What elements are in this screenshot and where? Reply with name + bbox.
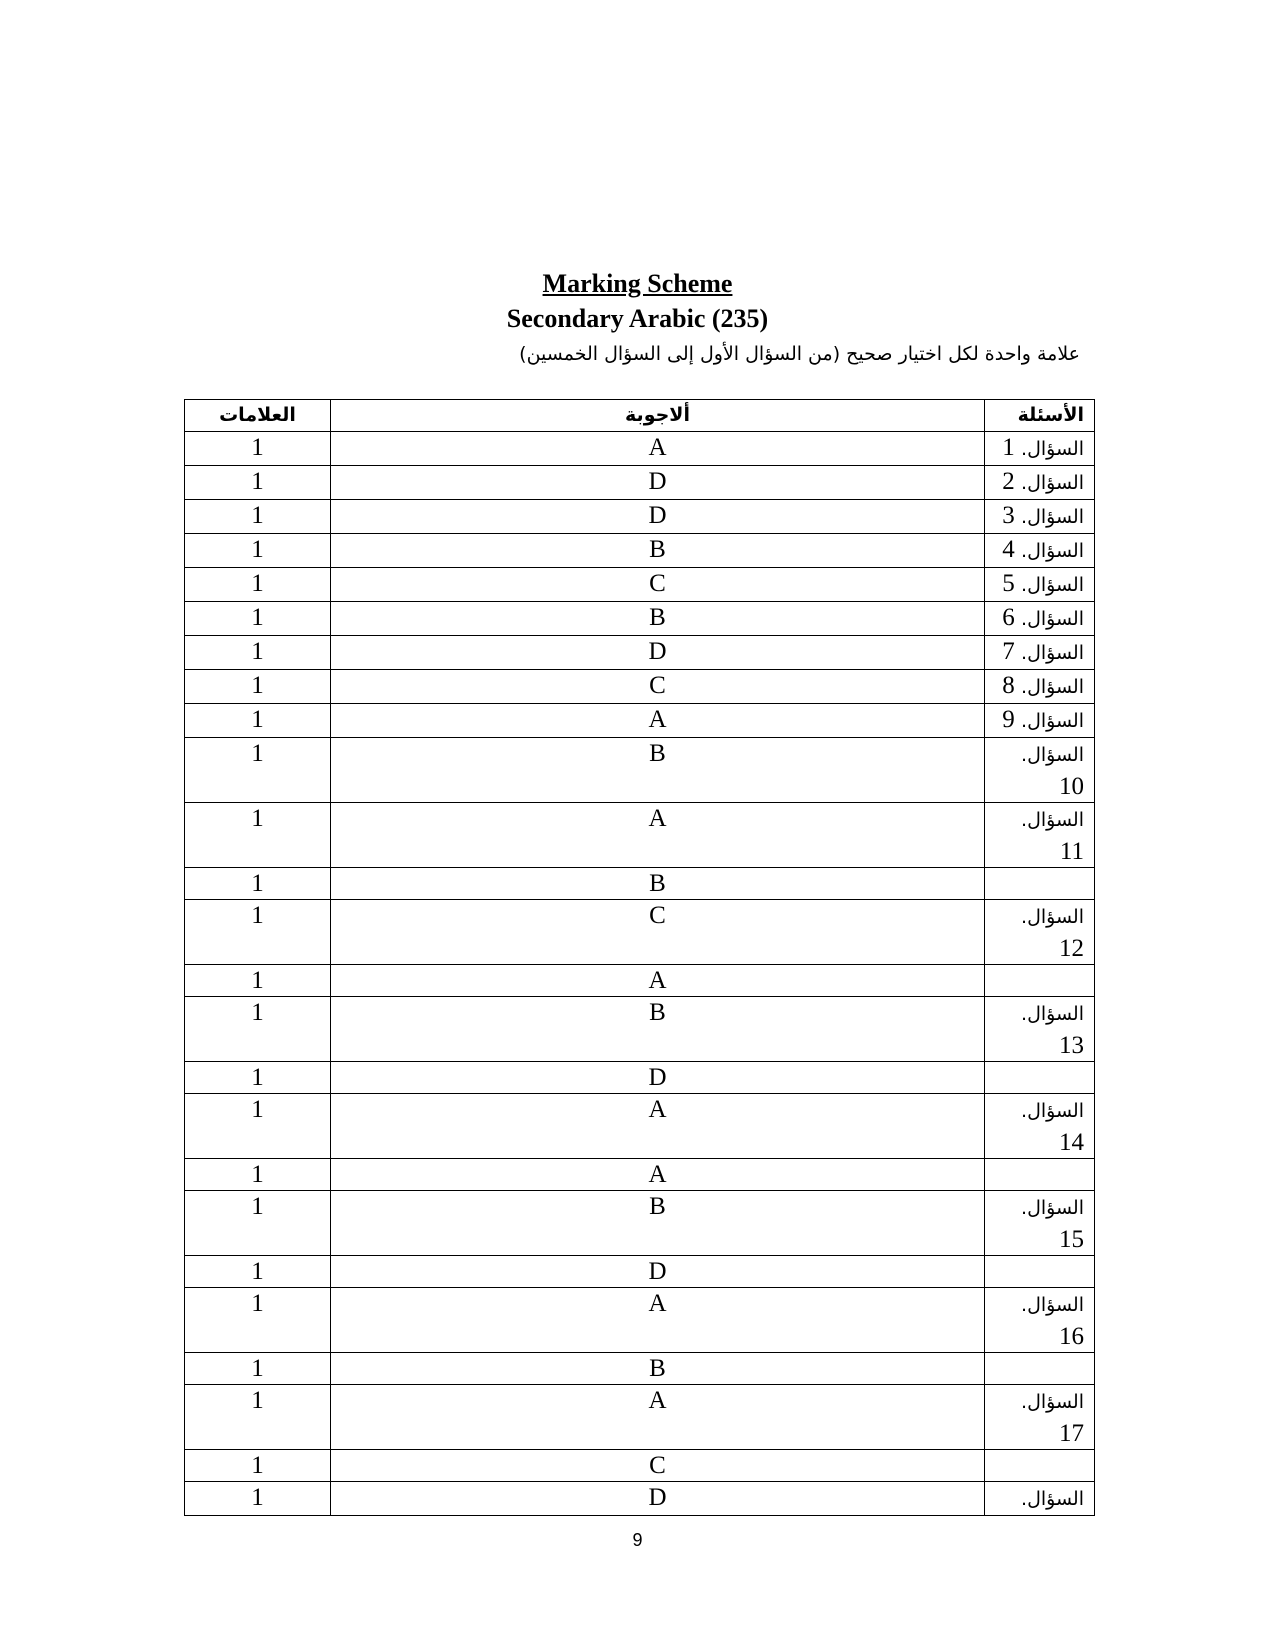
question-cell (985, 534, 1095, 568)
mark-cell: 1 (185, 1191, 331, 1256)
marking-table (184, 399, 1095, 1516)
mark-cell: 1 (185, 1159, 331, 1191)
question-cell (985, 704, 1095, 738)
question-number: 5 (1002, 570, 1015, 597)
question-cell (985, 1256, 1095, 1288)
mark-cell: 1 (185, 900, 331, 965)
table-row (185, 997, 1095, 1062)
mark-cell: 1 (185, 997, 331, 1062)
document-title: Marking Scheme (542, 269, 733, 298)
answer-cell: B (331, 997, 985, 1062)
table-row (185, 602, 1095, 636)
question-number: 14 (1059, 1129, 1084, 1156)
question-cell (985, 466, 1095, 500)
answer-cell: D (331, 636, 985, 670)
answer-cell: A (331, 1159, 985, 1191)
question-cell (985, 738, 1095, 803)
question-cell (985, 670, 1095, 704)
table-row (185, 1159, 1095, 1191)
question-label: السؤال. (1021, 608, 1084, 630)
marking-note: علامة واحدة لكل اختيار صحيح (من السؤال الأول إلى السؤال الخمسين) (519, 343, 1080, 365)
question-cell (985, 1159, 1095, 1191)
question-number: 6 (1002, 604, 1015, 631)
question-label: السؤال. (1021, 574, 1084, 596)
mark-cell: 1 (185, 568, 331, 602)
header-marks: العلامات (185, 400, 331, 432)
table-row (185, 803, 1095, 868)
table-row (185, 636, 1095, 670)
answer-cell: A (331, 432, 985, 466)
answer-cell: A (331, 1288, 985, 1353)
question-cell (985, 868, 1095, 900)
question-number: 9 (1002, 706, 1015, 733)
table-row (185, 1288, 1095, 1353)
question-number: 15 (1059, 1226, 1084, 1253)
question-number: 2 (1002, 468, 1015, 495)
answer-cell: D (331, 1256, 985, 1288)
question-number: 17 (1059, 1420, 1084, 1447)
mark-cell: 1 (185, 432, 331, 466)
mark-cell: 1 (185, 500, 331, 534)
question-cell (985, 997, 1095, 1062)
question-label: السؤال. (1021, 906, 1084, 928)
answer-cell: B (331, 1191, 985, 1256)
question-cell (985, 500, 1095, 534)
question-cell (985, 1482, 1095, 1516)
question-cell (985, 1385, 1095, 1450)
mark-cell: 1 (185, 868, 331, 900)
table-row (185, 1094, 1095, 1159)
answer-cell: A (331, 803, 985, 868)
table-row (185, 1256, 1095, 1288)
question-cell (985, 1094, 1095, 1159)
answer-cell: D (331, 466, 985, 500)
mark-cell: 1 (185, 1256, 331, 1288)
question-cell (985, 1191, 1095, 1256)
question-cell (985, 432, 1095, 466)
question-cell (985, 1062, 1095, 1094)
question-label: السؤال. (1021, 642, 1084, 664)
table-row (185, 1062, 1095, 1094)
question-label: السؤال. (1021, 438, 1084, 460)
mark-cell: 1 (185, 534, 331, 568)
mark-cell: 1 (185, 803, 331, 868)
question-number: 3 (1002, 502, 1015, 529)
table-row (185, 704, 1095, 738)
answer-cell: A (331, 704, 985, 738)
table-row (185, 1353, 1095, 1385)
question-number: 11 (1059, 838, 1084, 865)
answer-cell: D (331, 1482, 985, 1516)
question-label: السؤال. (1021, 506, 1084, 528)
question-label: السؤال. (1021, 744, 1084, 766)
question-label: السؤال. (1021, 1197, 1084, 1219)
question-number: 10 (1059, 773, 1084, 800)
question-cell (985, 602, 1095, 636)
mark-cell: 1 (185, 602, 331, 636)
mark-cell: 1 (185, 466, 331, 500)
question-label: السؤال. (1021, 1391, 1084, 1413)
mark-cell: 1 (185, 704, 331, 738)
answer-cell: A (331, 1094, 985, 1159)
mark-cell: 1 (185, 1482, 331, 1516)
question-cell (985, 900, 1095, 965)
answer-cell: B (331, 602, 985, 636)
table-row (185, 868, 1095, 900)
mark-cell: 1 (185, 738, 331, 803)
table-row (185, 500, 1095, 534)
question-number: 1 (1002, 434, 1015, 461)
answer-cell: B (331, 1353, 985, 1385)
question-label: السؤال. (1021, 1294, 1084, 1316)
question-number: 8 (1002, 672, 1015, 699)
table-row (185, 1450, 1095, 1482)
table-row (185, 534, 1095, 568)
question-label: السؤال. (1021, 710, 1084, 732)
header-answers: ألاجوبة (331, 400, 985, 432)
question-number: 13 (1059, 1032, 1084, 1059)
table-row (185, 670, 1095, 704)
question-cell (985, 1288, 1095, 1353)
answer-cell: B (331, 738, 985, 803)
table-row (185, 432, 1095, 466)
table-row (185, 1385, 1095, 1450)
answer-cell: D (331, 500, 985, 534)
answer-cell: C (331, 568, 985, 602)
question-label: السؤال. (1021, 809, 1084, 831)
answer-cell: C (331, 670, 985, 704)
answer-cell: B (331, 534, 985, 568)
document-subtitle: Secondary Arabic (235) (506, 304, 769, 333)
mark-cell: 1 (185, 1450, 331, 1482)
table-row (185, 738, 1095, 803)
mark-cell: 1 (185, 1062, 331, 1094)
question-number: 4 (1002, 536, 1015, 563)
mark-cell: 1 (185, 1353, 331, 1385)
question-cell (985, 803, 1095, 868)
question-cell (985, 568, 1095, 602)
mark-cell: 1 (185, 670, 331, 704)
table-row (185, 965, 1095, 997)
question-label: السؤال. (1021, 676, 1084, 698)
question-label: السؤال. (1021, 540, 1084, 562)
question-cell (985, 1353, 1095, 1385)
table-row (185, 568, 1095, 602)
question-label: السؤال. (1021, 1488, 1084, 1510)
mark-cell: 1 (185, 636, 331, 670)
mark-cell: 1 (185, 1094, 331, 1159)
header-questions: الأسئلة (985, 400, 1095, 432)
mark-cell: 1 (185, 1385, 331, 1450)
page-number: 9 (632, 1530, 643, 1550)
answer-cell: B (331, 868, 985, 900)
question-cell (985, 1450, 1095, 1482)
table-row (185, 466, 1095, 500)
table-body (185, 432, 1095, 1516)
table-row (185, 1191, 1095, 1256)
question-cell (985, 965, 1095, 997)
question-number: 7 (1002, 638, 1015, 665)
answer-cell: C (331, 900, 985, 965)
answer-cell: C (331, 1450, 985, 1482)
answer-cell: D (331, 1062, 985, 1094)
answer-cell: A (331, 965, 985, 997)
table-row (185, 1482, 1095, 1516)
table-row (185, 900, 1095, 965)
mark-cell: 1 (185, 965, 331, 997)
mark-cell: 1 (185, 1288, 331, 1353)
question-label: السؤال. (1021, 1100, 1084, 1122)
question-label: السؤال. (1021, 1003, 1084, 1025)
question-number: 12 (1059, 935, 1084, 962)
question-cell (985, 636, 1095, 670)
table-header-row (185, 400, 1095, 432)
question-label: السؤال. (1021, 472, 1084, 494)
answer-cell: A (331, 1385, 985, 1450)
question-number: 16 (1059, 1323, 1084, 1350)
